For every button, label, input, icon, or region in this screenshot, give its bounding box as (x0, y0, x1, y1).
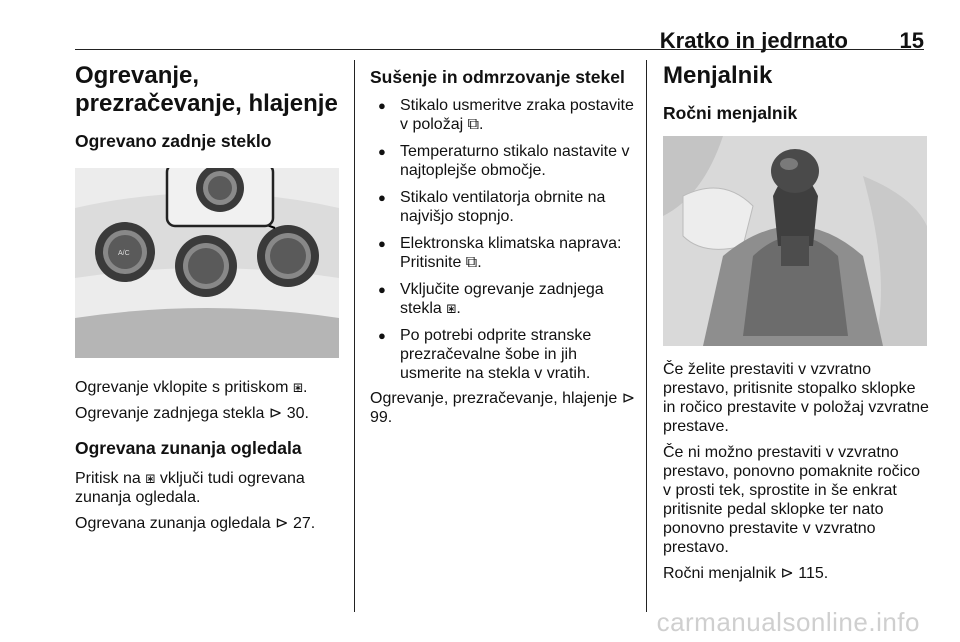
paragraph-reverse-gear: Če želite prestaviti v vzvratno prestavo, pritisnite stopalko sklopke in ročico prestavite v položaj vzvratne prestave. (663, 361, 929, 435)
paragraph-mirrors-info: Pritisk na ⧆ vključi tudi ogrevana zunanja ogledala. (75, 470, 305, 506)
watermark: carmanualsonline.info (656, 607, 920, 637)
defrost-steps-list (370, 96, 636, 383)
list-item: ● Elektronska klimatska naprava: Pritisnite ⧉. (370, 234, 636, 272)
list-item: ● Stikalo usmeritve zraka postavite v položaj ⧉. (370, 96, 636, 134)
column-divider-1 (354, 60, 355, 612)
subheading-heated-rear-window: Ogrevano zadnje steklo (75, 131, 272, 151)
paragraph-hvac-ref: Ogrevanje, prezračevanje, hlajenje ⊳ 99. (370, 390, 636, 426)
column-2 (370, 62, 636, 427)
paragraph-mirrors-ref: Ogrevana zunanja ogledala ⊳ 27. (75, 515, 316, 532)
page-number: 15 (899, 28, 924, 53)
paragraph-heating-activate: Ogrevanje vklopite s pritiskom ⧆. (75, 379, 308, 396)
section-heading-transmission: Menjalnik (663, 62, 773, 89)
column-1 (75, 62, 341, 533)
page-header-title: Kratko in jedrnato (659, 28, 848, 53)
list-item: ● Temperaturno stikalo nastavite v najtoplejše območje. (370, 142, 636, 180)
subheading-heated-mirrors: Ogrevana zunanja ogledala (75, 438, 302, 458)
column-divider-2 (646, 60, 647, 612)
list-item: ● Po potrebi odprite stranske prezračevalne šobe in jih usmerite na stekla v vratih. (370, 326, 636, 383)
list-item: ● Stikalo ventilatorja obrnite na najvišjo stopnjo. (370, 188, 636, 226)
section-heading-hvac: Ogrevanje, prezračevanje, hlajenje (75, 62, 338, 117)
list-item: ● Vključite ogrevanje zadnjega stekla ⧆. (370, 280, 636, 318)
hvac-controls-illustration (75, 168, 339, 358)
paragraph-rear-window-ref: Ogrevanje zadnjega stekla ⊳ 30. (75, 405, 309, 422)
subheading-manual-transmission: Ročni menjalnik (663, 103, 798, 123)
subheading-defrost: Sušenje in odmrzovanje stekel (370, 67, 625, 87)
paragraph-manual-transmission-ref: Ročni menjalnik ⊳ 115. (663, 565, 829, 582)
gear-lever-illustration (663, 136, 927, 346)
column-3 (663, 62, 929, 583)
header-rule (75, 49, 924, 50)
svg-text:A/C: A/C (118, 250, 130, 257)
paragraph-reverse-gear-retry: Če ni možno prestaviti v vzvratno prestavo, ponovno pomaknite ročico v prosti tek, sprostite in še enkrat pritisnite pedal sklopke ter nato ponovno prestavite v vzvratno prestavo. (663, 444, 921, 556)
